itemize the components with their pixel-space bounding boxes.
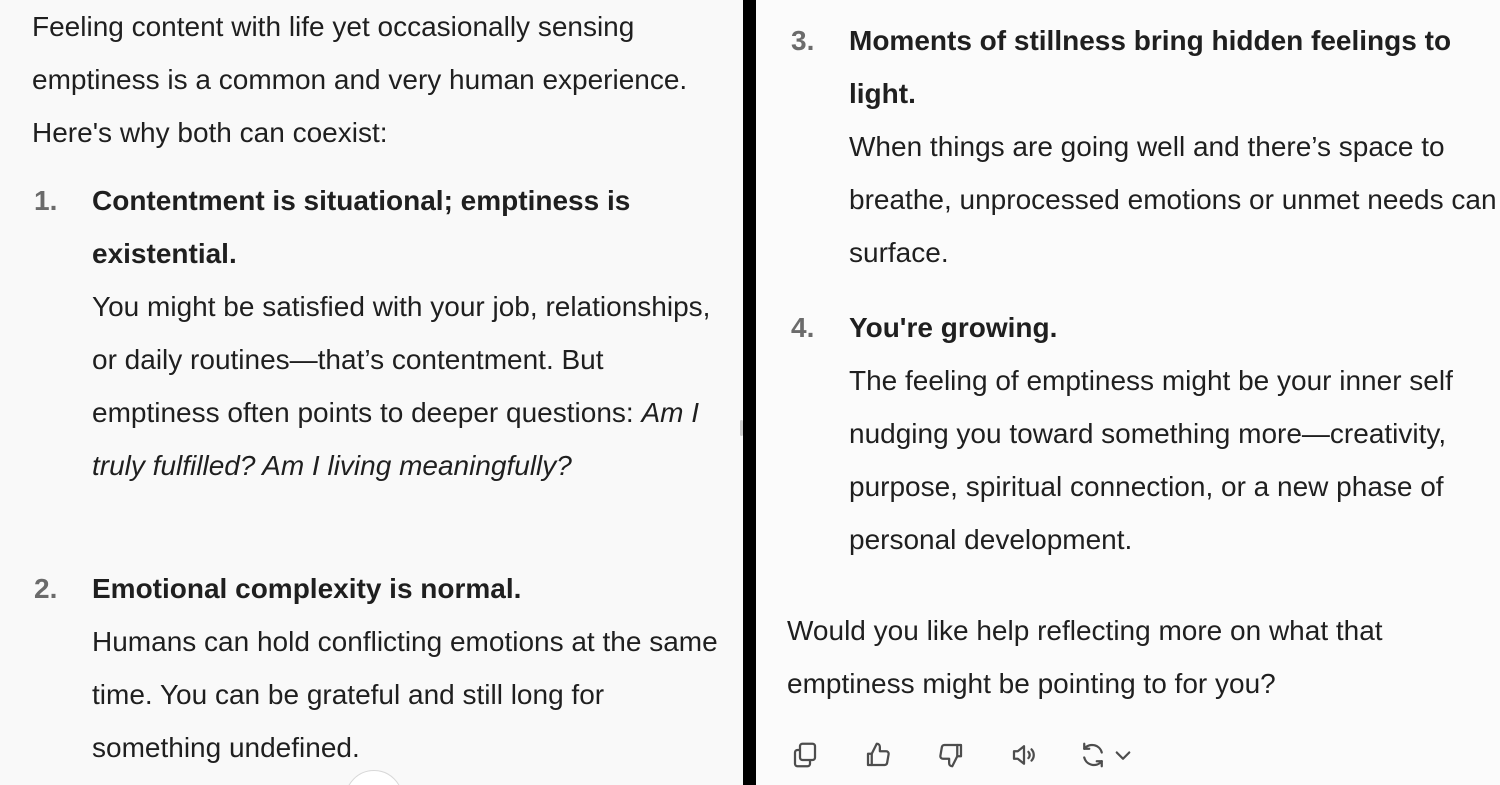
- thumbs-up-icon: [863, 740, 893, 770]
- good-response-button[interactable]: [859, 736, 897, 774]
- list-number: 1.: [34, 185, 58, 216]
- list-number: 2.: [34, 573, 58, 604]
- list-item-body: [92, 174, 712, 492]
- bad-response-button[interactable]: [932, 736, 970, 774]
- list-item-body: [92, 562, 732, 774]
- list-item-text: You might be satisfied with your job, relationships, or daily routines—that’s contentment. But emptiness often points to deeper questions:: [92, 291, 711, 428]
- right-chat-panel: [756, 0, 1500, 785]
- panel-divider: [743, 0, 756, 785]
- list-item-text: Humans can hold conflicting emotions at the same time. You can be grateful and still long for something undefined.: [92, 626, 718, 763]
- copy-icon: [790, 740, 820, 770]
- list-item-heading: You're growing.: [849, 312, 1058, 343]
- list-item-heading: Emotional complexity is normal.: [92, 573, 522, 604]
- regenerate-button[interactable]: [1078, 736, 1138, 774]
- message-action-toolbar: [786, 735, 1138, 775]
- list-item-body: [849, 301, 1499, 566]
- closing-question: Would you like help reflecting more on what that emptiness might be pointing to for you?: [787, 615, 1383, 699]
- intro-paragraph: Feeling content with life yet occasionally sensing emptiness is a common and very human experience. Here's why both can coexist:: [32, 11, 688, 148]
- read-aloud-icon: [1009, 740, 1039, 770]
- list-item-body: [849, 14, 1499, 279]
- list-number: 3.: [791, 25, 815, 56]
- thumbs-down-icon: [936, 740, 966, 770]
- regenerate-icon: [1078, 740, 1138, 770]
- list-item-text: The feeling of emptiness might be your inner self nudging you toward something more—creativity, purpose, spiritual connection, or a new phase of personal development.: [849, 365, 1453, 555]
- list-item-heading: Contentment is situational; emptiness is existential.: [92, 185, 631, 269]
- list-item-italic-text: Am I truly fulfilled? Am I living meaningfully?: [92, 397, 700, 481]
- left-chat-panel: [0, 0, 743, 785]
- list-number: 4.: [791, 312, 815, 343]
- copy-button[interactable]: [786, 736, 824, 774]
- list-item-text: When things are going well and there’s space to breathe, unprocessed emotions or unmet needs can surface.: [849, 131, 1497, 268]
- list-item-heading: Moments of stillness bring hidden feelings to light.: [849, 25, 1452, 109]
- read-aloud-button[interactable]: [1005, 736, 1043, 774]
